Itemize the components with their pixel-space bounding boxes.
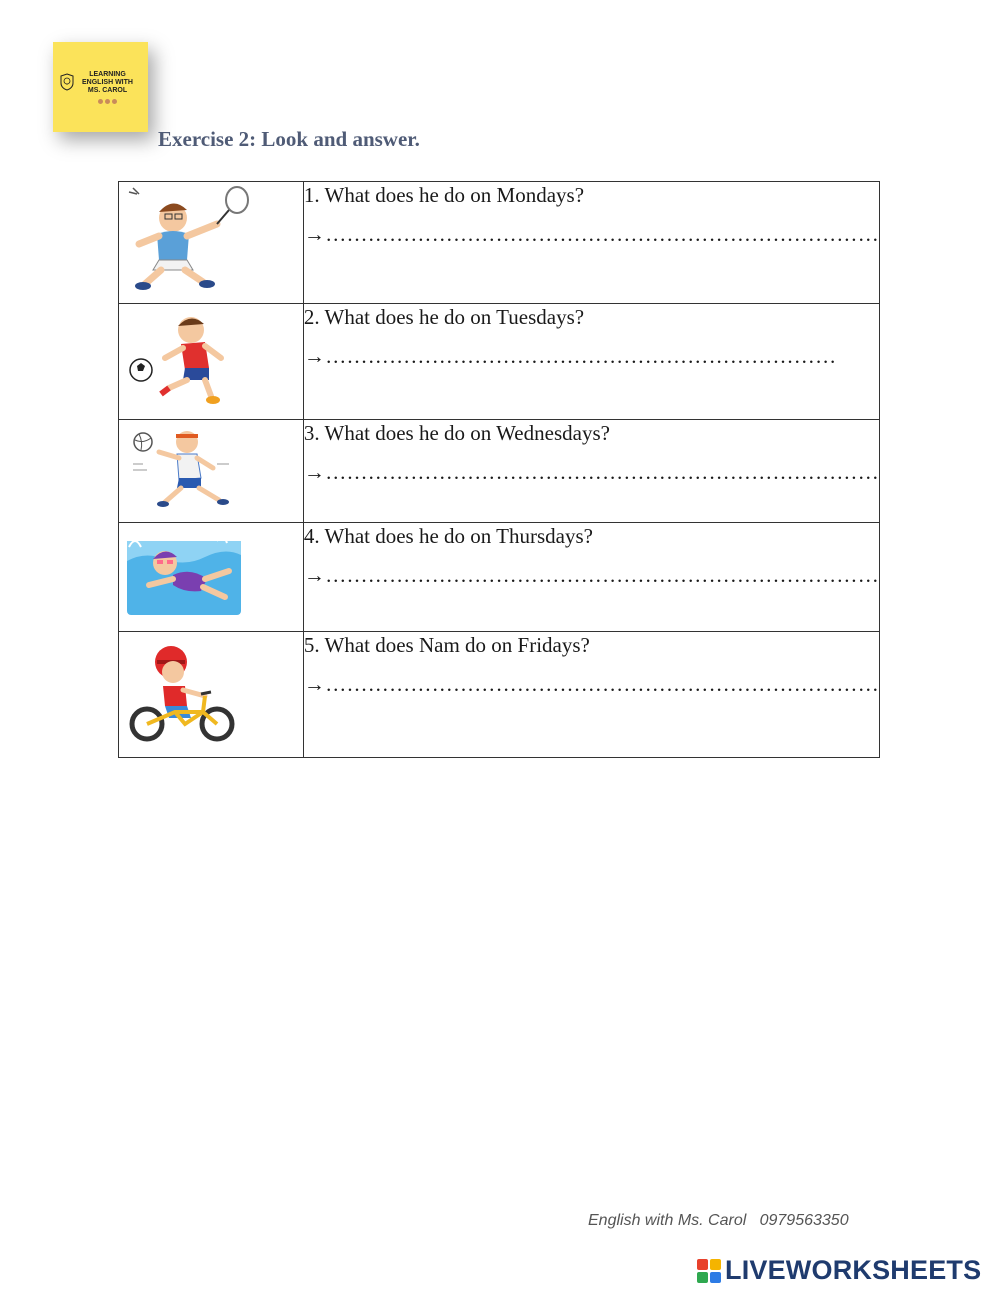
table-row [119, 182, 880, 304]
logo-text-line-2: ENGLISH WITH [82, 78, 133, 86]
swimmer-icon [125, 527, 243, 621]
logo-faces [98, 99, 117, 104]
exercise-table [118, 181, 880, 758]
question-cell [303, 523, 879, 632]
question-cell [303, 632, 879, 758]
table-row [119, 420, 880, 523]
cyclist-icon [125, 636, 241, 744]
logo-text-line-1: LEARNING [89, 70, 126, 78]
picture-cell [119, 304, 304, 420]
exercise-heading: Exercise 2: Look and answer. [158, 127, 420, 151]
answer-line[interactable]: →…………………………………………………………………… [303, 563, 879, 587]
brand-blocks-icon [697, 1259, 721, 1283]
lightbulb-icon [59, 72, 75, 92]
question-cell [303, 304, 879, 420]
picture-cell [119, 632, 304, 758]
logo [53, 42, 148, 132]
question-cell [303, 420, 879, 523]
picture-cell [119, 420, 304, 523]
brand-name: LIVEWORKSHEETS [725, 1255, 982, 1285]
badminton-player-icon [125, 186, 255, 296]
question-text: 3. What does he do on Wednesdays? [303, 421, 610, 445]
question-text: 2. What does he do on Tuesdays? [303, 305, 585, 329]
answer-line[interactable]: →…………………………………………………………………… [303, 672, 879, 696]
question-text: 4. What does he do on Thursdays? [303, 524, 593, 548]
question-text: 1. What does he do on Mondays? [303, 183, 585, 207]
football-player-icon [125, 308, 245, 408]
table-row [119, 304, 880, 420]
table-row [119, 632, 880, 758]
logo-text-line-3: MS. CAROL [87, 86, 128, 94]
liveworksheets-brand[interactable] [697, 1255, 981, 1286]
answer-line[interactable]: →…………………………………………………………………… [303, 460, 879, 484]
volleyball-player-icon [125, 424, 235, 512]
picture-cell [119, 523, 304, 632]
question-text: 5. What does Nam do on Fridays? [303, 633, 590, 657]
footer-credit: English with Ms. Carol 0979563350 [588, 1212, 849, 1229]
answer-line[interactable]: →……………………………………………………………… [303, 344, 837, 368]
picture-cell [119, 182, 304, 304]
answer-line[interactable]: →…………………………………………………………………… [303, 222, 879, 246]
table-row [119, 523, 880, 632]
question-cell [303, 182, 879, 304]
